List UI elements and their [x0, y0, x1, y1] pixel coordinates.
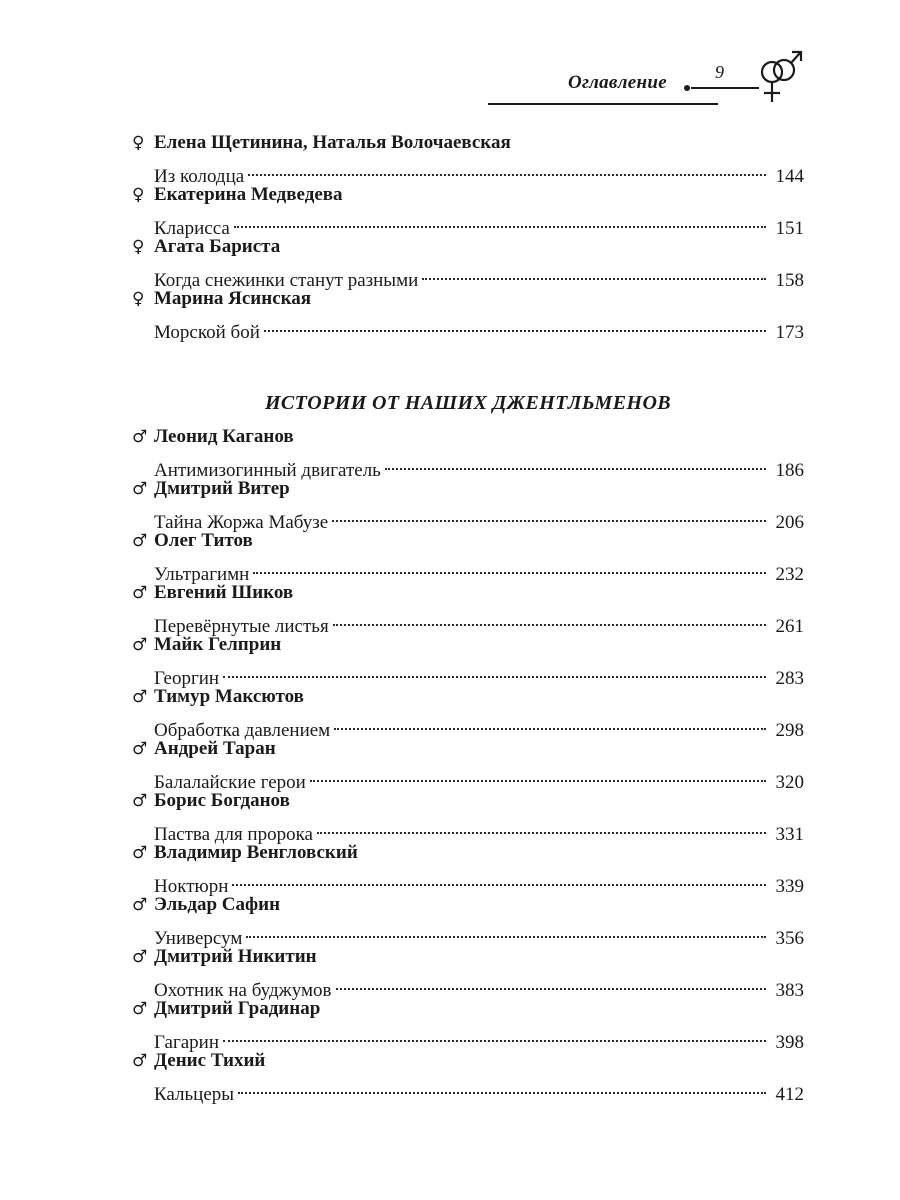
story-title: Ультрагимн	[154, 564, 250, 585]
male-symbol-icon: ♂	[132, 687, 148, 707]
story-title: Ноктюрн	[154, 876, 229, 897]
story-title: Перевёрнутые листья	[154, 616, 329, 637]
toc-entry	[132, 840, 804, 897]
title-line[interactable]	[132, 450, 804, 481]
entry-page-number: 173	[775, 322, 804, 343]
toc-entry	[132, 892, 804, 949]
entry-page-number: 158	[775, 270, 804, 291]
entry-page-number: 151	[775, 218, 804, 239]
author-line	[132, 788, 804, 814]
male-female-symbol-icon	[750, 46, 810, 112]
entry-page-number: 298	[775, 720, 804, 741]
dot-leader	[246, 918, 766, 944]
author-name: Евгений Шиков	[154, 582, 294, 603]
author-name: Дмитрий Градинар	[154, 998, 321, 1019]
entry-page-number: 206	[775, 512, 804, 533]
female-symbol-icon: ♀	[132, 237, 145, 257]
dot-leader	[310, 762, 766, 788]
title-line[interactable]	[132, 208, 804, 239]
male-symbol-icon: ♂	[132, 895, 148, 915]
author-line	[132, 424, 804, 450]
page-number: 9	[715, 62, 724, 82]
entry-page-number: 186	[775, 460, 804, 481]
male-symbol-icon: ♂	[132, 427, 148, 447]
toc-entry	[132, 182, 804, 239]
author-name: Денис Тихий	[154, 1050, 266, 1071]
title-line[interactable]	[132, 156, 804, 187]
dot-leader	[317, 814, 766, 840]
toc-entry	[132, 286, 804, 343]
story-title: Паства для пророка	[154, 824, 313, 845]
entry-page-number: 356	[775, 928, 804, 949]
table-of-contents	[132, 130, 804, 1105]
male-symbol-icon: ♂	[132, 635, 148, 655]
author-line	[132, 684, 804, 710]
male-symbol-icon: ♂	[132, 583, 148, 603]
story-title: Охотник на буджумов	[154, 980, 332, 1001]
dot-leader	[223, 658, 766, 684]
dot-leader	[238, 1074, 766, 1100]
toc-entry	[132, 234, 804, 291]
author-line	[132, 996, 804, 1022]
story-title: Балалайские герои	[154, 772, 306, 793]
entry-page-number: 339	[775, 876, 804, 897]
story-title: Обработка давлением	[154, 720, 331, 741]
author-name: Эльдар Сафин	[154, 894, 281, 915]
author-name: Агата Бариста	[154, 236, 281, 257]
entry-page-number: 283	[775, 668, 804, 689]
header-line	[691, 87, 759, 89]
title-line[interactable]	[132, 710, 804, 741]
header-dot	[684, 85, 690, 91]
dot-leader	[232, 866, 766, 892]
title-line[interactable]	[132, 606, 804, 637]
male-symbol-icon: ♂	[132, 1051, 148, 1071]
title-line[interactable]	[132, 1022, 804, 1053]
male-symbol-icon: ♂	[132, 791, 148, 811]
toc-entry	[132, 996, 804, 1053]
author-line	[132, 840, 804, 866]
author-line	[132, 286, 804, 312]
dot-leader	[333, 606, 766, 632]
toc-entry	[132, 736, 804, 793]
title-line[interactable]	[132, 658, 804, 689]
author-line	[132, 182, 804, 208]
title-line[interactable]	[132, 970, 804, 1001]
story-title: Из колодца	[154, 166, 245, 187]
title-line[interactable]	[132, 918, 804, 949]
title-line[interactable]	[132, 312, 804, 343]
dot-leader	[332, 502, 766, 528]
story-title: Кальцеры	[154, 1084, 235, 1105]
entry-page-number: 232	[775, 564, 804, 585]
dot-leader	[253, 554, 766, 580]
author-name: Марина Ясинская	[154, 288, 312, 309]
author-name: Леонид Каганов	[154, 426, 294, 447]
male-symbol-icon: ♂	[132, 947, 148, 967]
author-line	[132, 736, 804, 762]
toc-entry	[132, 632, 804, 689]
female-symbol-icon: ♀	[132, 185, 145, 205]
title-line[interactable]	[132, 260, 804, 291]
toc-entry	[132, 528, 804, 585]
title-line[interactable]	[132, 554, 804, 585]
story-title: Кларисса	[154, 218, 230, 239]
story-title: Универсум	[154, 928, 243, 949]
male-symbol-icon: ♂	[132, 739, 148, 759]
toc-entry	[132, 424, 804, 481]
author-line	[132, 130, 804, 156]
author-name: Борис Богданов	[154, 790, 290, 811]
author-name: Олег Титов	[154, 530, 253, 551]
title-line[interactable]	[132, 814, 804, 845]
entry-page-number: 261	[775, 616, 804, 637]
author-name: Елена Щетинина, Наталья Волочаевская	[154, 132, 511, 153]
dot-leader	[422, 260, 766, 286]
author-line	[132, 234, 804, 260]
female-symbol-icon: ♀	[132, 289, 145, 309]
running-header	[488, 52, 818, 112]
story-title: Тайна Жоржа Мабузе	[154, 512, 329, 533]
author-name: Майк Гелприн	[154, 634, 282, 655]
dot-leader	[264, 312, 766, 338]
men-entries	[132, 424, 804, 1105]
dot-leader	[223, 1022, 766, 1048]
section-heading: ИСТОРИИ ОТ НАШИХ ДЖЕНТЛЬМЕНОВ	[264, 392, 672, 414]
male-symbol-icon: ♂	[132, 479, 148, 499]
entry-page-number: 320	[775, 772, 804, 793]
author-name: Дмитрий Витер	[154, 478, 290, 499]
male-symbol-icon: ♂	[132, 843, 148, 863]
author-line	[132, 632, 804, 658]
story-title: Георгин	[154, 668, 220, 689]
title-line[interactable]	[132, 762, 804, 793]
author-name: Владимир Венгловский	[154, 842, 358, 863]
dot-leader	[234, 208, 766, 234]
dot-leader	[248, 156, 766, 182]
author-name: Дмитрий Никитин	[154, 946, 317, 967]
entry-page-number: 144	[775, 166, 804, 187]
toc-entry	[132, 788, 804, 845]
toc-entry	[132, 130, 804, 187]
header-rule	[488, 103, 718, 105]
story-title: Антимизогинный двигатель	[154, 460, 381, 481]
author-line	[132, 476, 804, 502]
title-line[interactable]	[132, 502, 804, 533]
dot-leader	[336, 970, 766, 996]
story-title: Когда снежинки станут разными	[154, 270, 419, 291]
entry-page-number: 412	[775, 1084, 804, 1105]
male-symbol-icon: ♂	[132, 531, 148, 551]
entry-page-number: 331	[775, 824, 804, 845]
author-name: Екатерина Медведева	[154, 184, 343, 205]
female-symbol-icon: ♀	[132, 133, 145, 153]
toc-entry	[132, 1048, 804, 1105]
author-name: Тимур Максютов	[154, 686, 304, 707]
toc-entry	[132, 476, 804, 533]
male-symbol-icon: ♂	[132, 999, 148, 1019]
entry-page-number: 398	[775, 1032, 804, 1053]
story-title: Гагарин	[154, 1032, 220, 1053]
header-title: Оглавление	[568, 72, 667, 93]
author-line	[132, 580, 804, 606]
author-line	[132, 892, 804, 918]
title-line[interactable]	[132, 1074, 804, 1105]
women-entries	[132, 130, 804, 343]
entry-page-number: 383	[775, 980, 804, 1001]
toc-entry	[132, 684, 804, 741]
author-name: Андрей Таран	[154, 738, 276, 759]
dot-leader	[385, 450, 766, 476]
author-line	[132, 944, 804, 970]
author-line	[132, 1048, 804, 1074]
toc-entry	[132, 580, 804, 637]
author-line	[132, 528, 804, 554]
toc-entry	[132, 944, 804, 1001]
title-line[interactable]	[132, 866, 804, 897]
dot-leader	[334, 710, 766, 736]
story-title: Морской бой	[154, 322, 260, 343]
